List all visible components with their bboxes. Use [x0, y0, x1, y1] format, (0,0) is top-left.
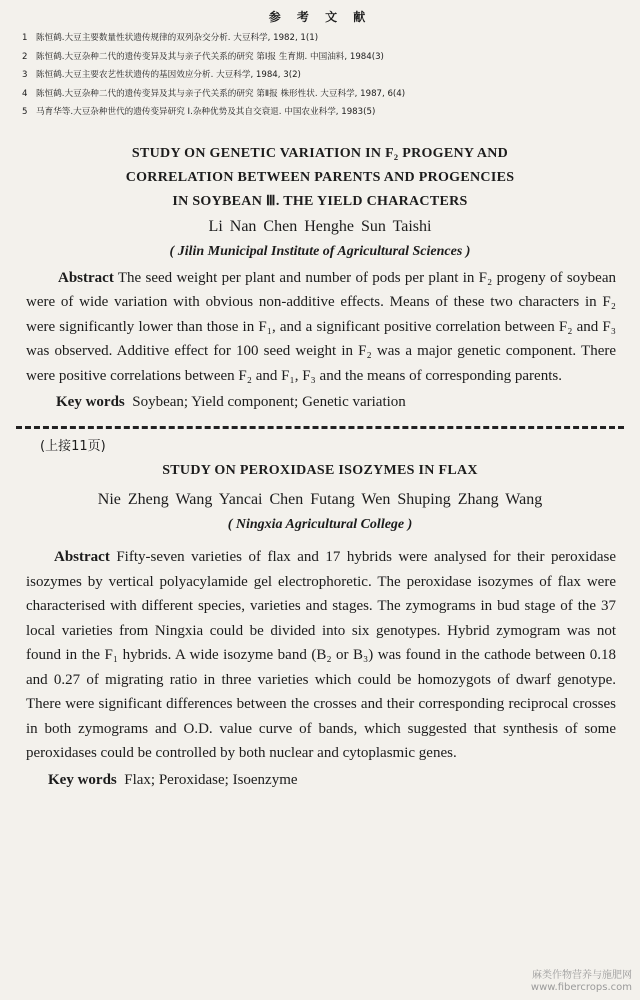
watermark-line: 麻类作物营养与施肥网	[532, 970, 632, 981]
article2-keywords	[48, 768, 640, 792]
keywords-label: Key words	[56, 394, 125, 410]
article1-affiliation: ( Jilin Municipal Institute of Agricultural Sciences )	[169, 243, 471, 259]
reference-item	[22, 85, 626, 104]
reference-item	[22, 29, 626, 48]
article1-abstract	[26, 266, 616, 389]
site-watermark	[531, 970, 632, 994]
section-divider	[16, 426, 624, 429]
reference-number: 1	[22, 33, 28, 43]
article2-authors: Nie Zheng Wang Yancai Chen Futang Wen Shuping Zhang Wang	[97, 491, 543, 508]
continued-note: (上接11页)	[40, 439, 106, 454]
article2-affiliation: ( Ningxia Agricultural College )	[227, 517, 413, 532]
article1-keywords	[56, 390, 640, 414]
abstract-label: Abstract	[54, 549, 110, 565]
reference-text: 马育华等.大豆杂种世代的遗传变异研究 Ⅰ.杂种优势及其自交衰退. 中国农业科学, 1983(5)	[36, 107, 376, 117]
article2-abstract	[26, 545, 616, 766]
article2-title: STUDY ON PEROXIDASE ISOZYMES IN FLAX	[162, 463, 478, 478]
article1-title-line: IN SOYBEAN Ⅲ. THE YIELD CHARACTERS	[172, 193, 468, 209]
article1-authors: Li Nan Chen Henghe Sun Taishi	[208, 217, 432, 235]
reference-text: 陈恒鹤.大豆主要农艺性状遗传的基因效应分析. 大豆科学, 1984, 3(2)	[36, 70, 301, 80]
reference-item	[22, 48, 626, 67]
reference-list	[22, 29, 626, 122]
abstract-text: Fifty-seven varieties of flax and 17 hybrids were analysed for their peroxidase isozymes by vertical polyacylamide gel electrophoretic. The peroxidase isozymes of flax were characterised with different species, varieties and stages. The zymograms in bud stage of the 37 local varieties from Ningxia could be divided into six genotypes. Hybrid zymogram was not found in the F₁ hybrids. A wide isozyme band (B₂ or B₃) was found in the cathode between 0.18 and 0.27 of migrating ratio in three varieties which could be homozygots of dwarf genotype. There were significant differences between the crosses and their corresponding reciprocal crosses in both zymograms and O.D. value curve of bands, which suggested that synthesis of some peroxidases could be controlled by both nuclear and cytoplasmic genes.	[26, 549, 616, 761]
reference-number: 4	[22, 88, 28, 99]
abstract-text: The seed weight per plant and number of pods per plant in F₂ progeny of soybean were of wide variation with obvious non-additive effects. Means of these two characters in F₂ were significantly lower than those in F₁, and a significant positive correlation between F₂ and F₃ was observed. Additive effect for 100 seed weight in F₂ was a major genetic component. There were positive correlations between F₂ and F₁, F₃ and the means of corresponding parents.	[26, 269, 616, 384]
reference-number: 3	[22, 70, 28, 80]
article1-title-line: STUDY ON GENETIC VARIATION IN F₂ PROGENY AND	[131, 145, 509, 161]
watermark-line: www.fibercrops.com	[530, 982, 632, 993]
reference-number: 2	[22, 51, 28, 62]
keywords-text: Soybean; Yield component; Genetic variation	[132, 394, 406, 410]
article-soybean	[0, 142, 640, 415]
keywords-text: Flax; Peroxidase; Isoenzyme	[124, 771, 298, 788]
reference-text: 陈恒鹤.大豆杂种二代的遗传变异及其与亲子代关系的研究 第Ⅱ报 株形性状. 大豆科学, 1987, 6(4)	[36, 88, 406, 99]
reference-text: 陈恒鹤.大豆杂种二代的遗传变异及其与亲子代关系的研究 第Ⅰ报 生育期. 中国油料, 1984(3)	[36, 51, 384, 62]
reference-number: 5	[22, 107, 28, 117]
abstract-label: Abstract	[58, 269, 114, 286]
reference-item	[22, 66, 626, 85]
article-flax	[0, 437, 640, 792]
keywords-label: Key words	[48, 771, 117, 788]
reference-item	[22, 103, 626, 122]
references-heading: 参 考 文 献	[268, 10, 372, 24]
reference-text: 陈恒鹤.大豆主要数量性状遗传规律的双列杂交分析. 大豆科学, 1982, 1(1)	[36, 33, 319, 43]
article1-title-line: CORRELATION BETWEEN PARENTS AND PROGENCIES	[125, 169, 515, 185]
